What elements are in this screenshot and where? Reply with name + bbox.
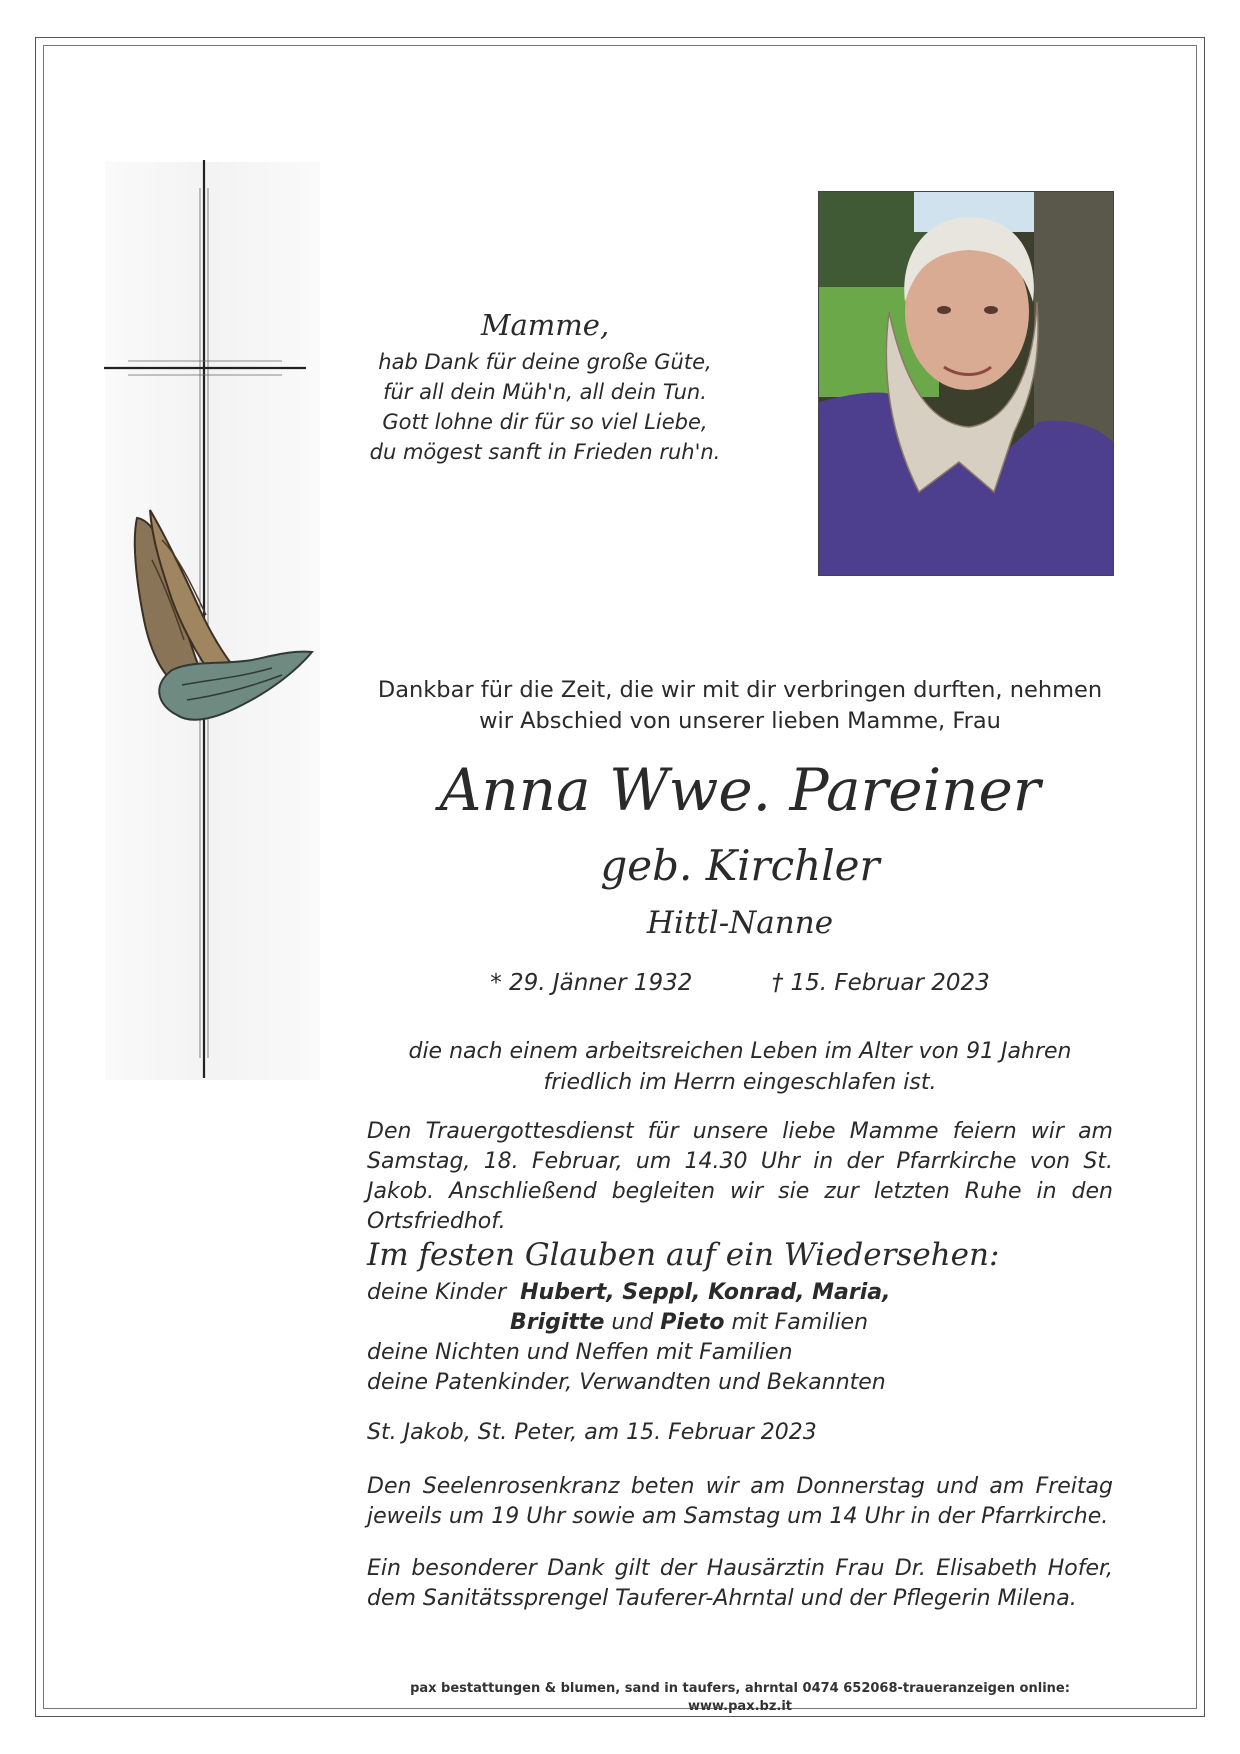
child-name: Brigitte <box>510 1310 605 1335</box>
verse-line: du mögest sanft in Frieden ruh'n. <box>369 440 721 464</box>
funeral-service-text: Den Trauergottesdienst für unsere liebe Mamme feiern wir am Samstag, 18. Februar, um 14.30 Uhr in der Pfarrkirche von St. Jakob. Anschließend begleiten wir sie zur letzten Ruhe in den Ortsfriedhof. <box>367 1119 1113 1234</box>
mourners-children <box>367 1278 1113 1308</box>
praying-hands-icon <box>122 500 317 735</box>
children-names: Hubert, Seppl, Konrad, Maria, <box>520 1280 891 1305</box>
mourners-list <box>367 1278 1113 1398</box>
verse-line: hab Dank für deine große Güte, <box>378 350 712 374</box>
children-prefix: deine Kinder <box>367 1280 507 1305</box>
faith-heading: Im festen Glauben auf ein Wiedersehen: <box>367 1237 1000 1273</box>
mourners-line: deine Patenkinder, Verwandten und Bekannten <box>367 1370 886 1395</box>
place-date: St. Jakob, St. Peter, am 15. Februar 2023 <box>367 1420 817 1445</box>
child-name: Pieto <box>660 1310 725 1335</box>
birth-date: * 29. Jänner 1932 <box>490 970 693 996</box>
life-summary-line: friedlich im Herrn eingeschlafen ist. <box>543 1070 937 1095</box>
rosary-text: Den Seelenrosenkranz beten wir am Donnerstag und am Freitag jeweils um 19 Uhr sowie am Samstag um 14 Uhr in der Pfarrkirche. <box>367 1474 1113 1529</box>
verse-salutation: Mamme, <box>480 308 610 342</box>
deceased-name: Anna Wwe. Pareiner <box>439 756 1041 824</box>
thanks-text: Ein besonderer Dank gilt der Hausärztin Frau Dr. Elisabeth Hofer, dem Sanitätssprengel Tauferer-Ahrntal und der Pflegerin Milena. <box>367 1556 1113 1611</box>
children-suffix: mit Familien <box>731 1310 869 1335</box>
intro-line: Dankbar für die Zeit, die wir mit dir verbringen durften, nehmen <box>377 677 1103 703</box>
verse-line: Gott lohne dir für so viel Liebe, <box>382 410 708 434</box>
footer-funeral-home: pax bestattungen & blumen, sand in taufers, ahrntal 0474 652068-traueranzeigen online: www.pax.bz.it <box>410 1681 1070 1714</box>
verse-line: für all dein Müh'n, all dein Tun. <box>383 380 707 404</box>
life-dates <box>360 967 1120 999</box>
nickname: Hittl-Nanne <box>646 905 834 941</box>
mourners-children-cont <box>367 1308 1113 1338</box>
memorial-verse <box>360 305 730 467</box>
maiden-name: geb. Kirchler <box>600 841 880 890</box>
mourners-line: deine Nichten und Neffen mit Familien <box>367 1340 793 1365</box>
intro-text <box>360 675 1120 737</box>
life-summary-line: die nach einem arbeitsreichen Leben im Alter von 91 Jahren <box>408 1039 1072 1064</box>
intro-line: wir Abschied von unserer lieben Mamme, Frau <box>479 708 1001 734</box>
portrait-photo <box>818 191 1114 576</box>
life-summary <box>360 1036 1120 1098</box>
children-and: und <box>611 1310 654 1335</box>
death-date: † 15. Februar 2023 <box>771 970 990 996</box>
